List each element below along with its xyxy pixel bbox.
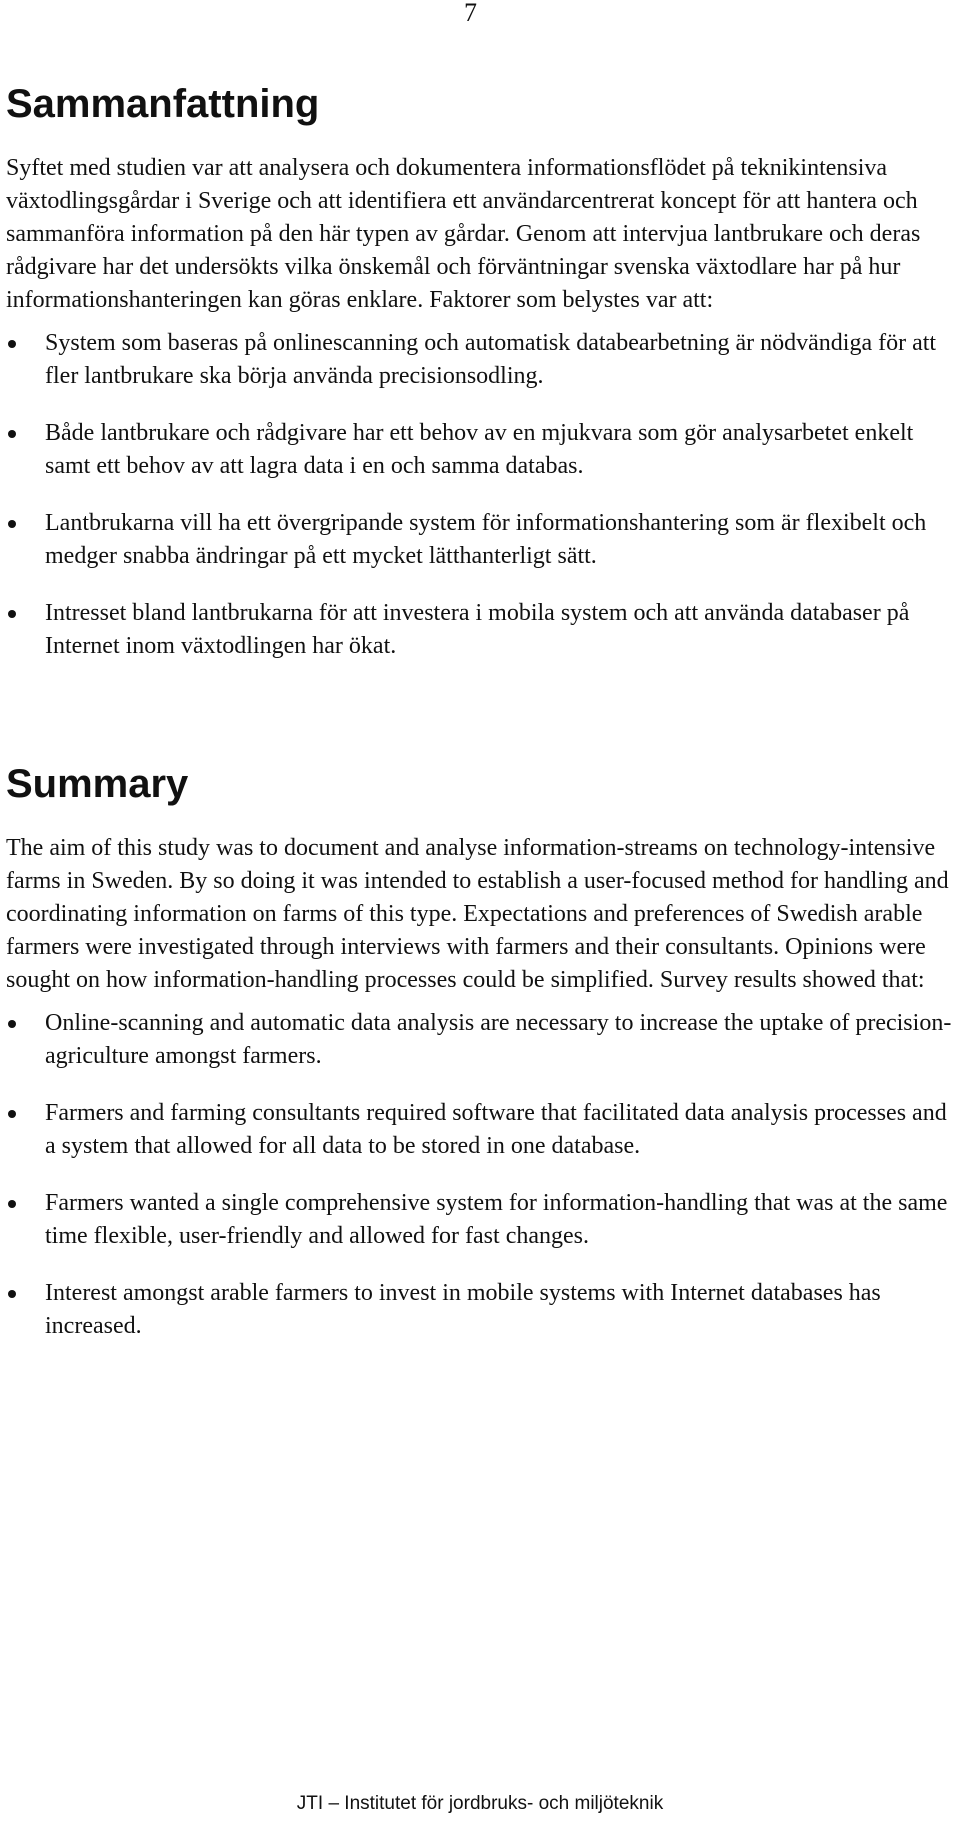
list-item — [6, 1277, 955, 1343]
list-item-text: System som baseras på onlinescanning och automatisk databearbetning är nödvändiga för att fler lantbrukare ska börja använda precisionsodling. — [45, 330, 937, 389]
swedish-summary-section — [6, 74, 956, 687]
bullet-icon — [8, 340, 16, 348]
swedish-bullet-list — [6, 327, 956, 663]
list-item — [6, 597, 955, 663]
bullet-icon — [8, 1020, 16, 1028]
bullet-icon — [8, 520, 16, 528]
list-item — [6, 417, 955, 483]
section-heading-sammanfattning: Sammanfattning — [6, 82, 320, 126]
bullet-icon — [8, 1200, 16, 1208]
list-item — [6, 1007, 955, 1073]
list-item-text: Interest amongst arable farmers to invest in mobile systems with Internet databases has increased. — [45, 1280, 881, 1339]
section-heading-summary: Summary — [6, 762, 189, 806]
list-item — [6, 1097, 955, 1163]
english-bullet-list — [6, 1007, 956, 1343]
english-intro-paragraph: The aim of this study was to document and analyse information-streams on technology-intensive farms in Sweden. By so doing it was intended to establish a user-focused method for handling and coordinating information on farms of this type. Expectations and preferences of Swedish arable farmers were investigated through interviews with farmers and their consultants. Opinions were sought on how information-handling processes could be simplified. Survey results showed that: — [6, 835, 949, 993]
english-summary-section — [6, 754, 956, 1367]
list-item — [6, 507, 955, 573]
list-item — [6, 327, 955, 393]
bullet-icon — [8, 430, 16, 438]
list-item-text: Lantbrukarna vill ha ett övergripande system för informationshantering som är flexibelt och medger snabba ändringar på ett mycket lätthanterligt sätt. — [45, 510, 927, 569]
list-item-text: Farmers and farming consultants required software that facilitated data analysis processes and a system that allowed for all data to be stored in one database. — [45, 1100, 947, 1159]
list-item-text: Både lantbrukare och rådgivare har ett behov av en mjukvara som gör analysarbetet enkelt samt ett behov av att lagra data i en och samma databas. — [45, 420, 914, 479]
bullet-icon — [8, 1290, 16, 1298]
list-item-text: Intresset bland lantbrukarna för att investera i mobila system och att använda databaser på Internet inom växtodlingen har ökat. — [45, 600, 910, 659]
list-item-text: Farmers wanted a single comprehensive system for information-handling that was at the same time flexible, user-friendly and allowed for fast changes. — [45, 1190, 948, 1249]
bullet-icon — [8, 1110, 16, 1118]
swedish-intro-paragraph: Syftet med studien var att analysera och dokumentera informationsflödet på teknikintensiva växtodlingsgårdar i Sverige och att identifiera ett användarcentrerat koncept för att hantera och sammanföra information på den här typen av gårdar. Genom att intervjua lantbrukare och deras rådgivare har det undersökts vilka önskemål och förväntningar svenska växtodlare har på hur informationshanteringen kan göras enklare. Faktorer som belystes var att: — [6, 155, 921, 313]
page-number: 7 — [464, 0, 477, 27]
bullet-icon — [8, 610, 16, 618]
list-item-text: Online-scanning and automatic data analysis are necessary to increase the uptake of precision-agriculture amongst farmers. — [45, 1010, 952, 1069]
list-item — [6, 1187, 955, 1253]
page-footer: JTI – Institutet för jordbruks- och miljöteknik — [296, 1793, 664, 1814]
